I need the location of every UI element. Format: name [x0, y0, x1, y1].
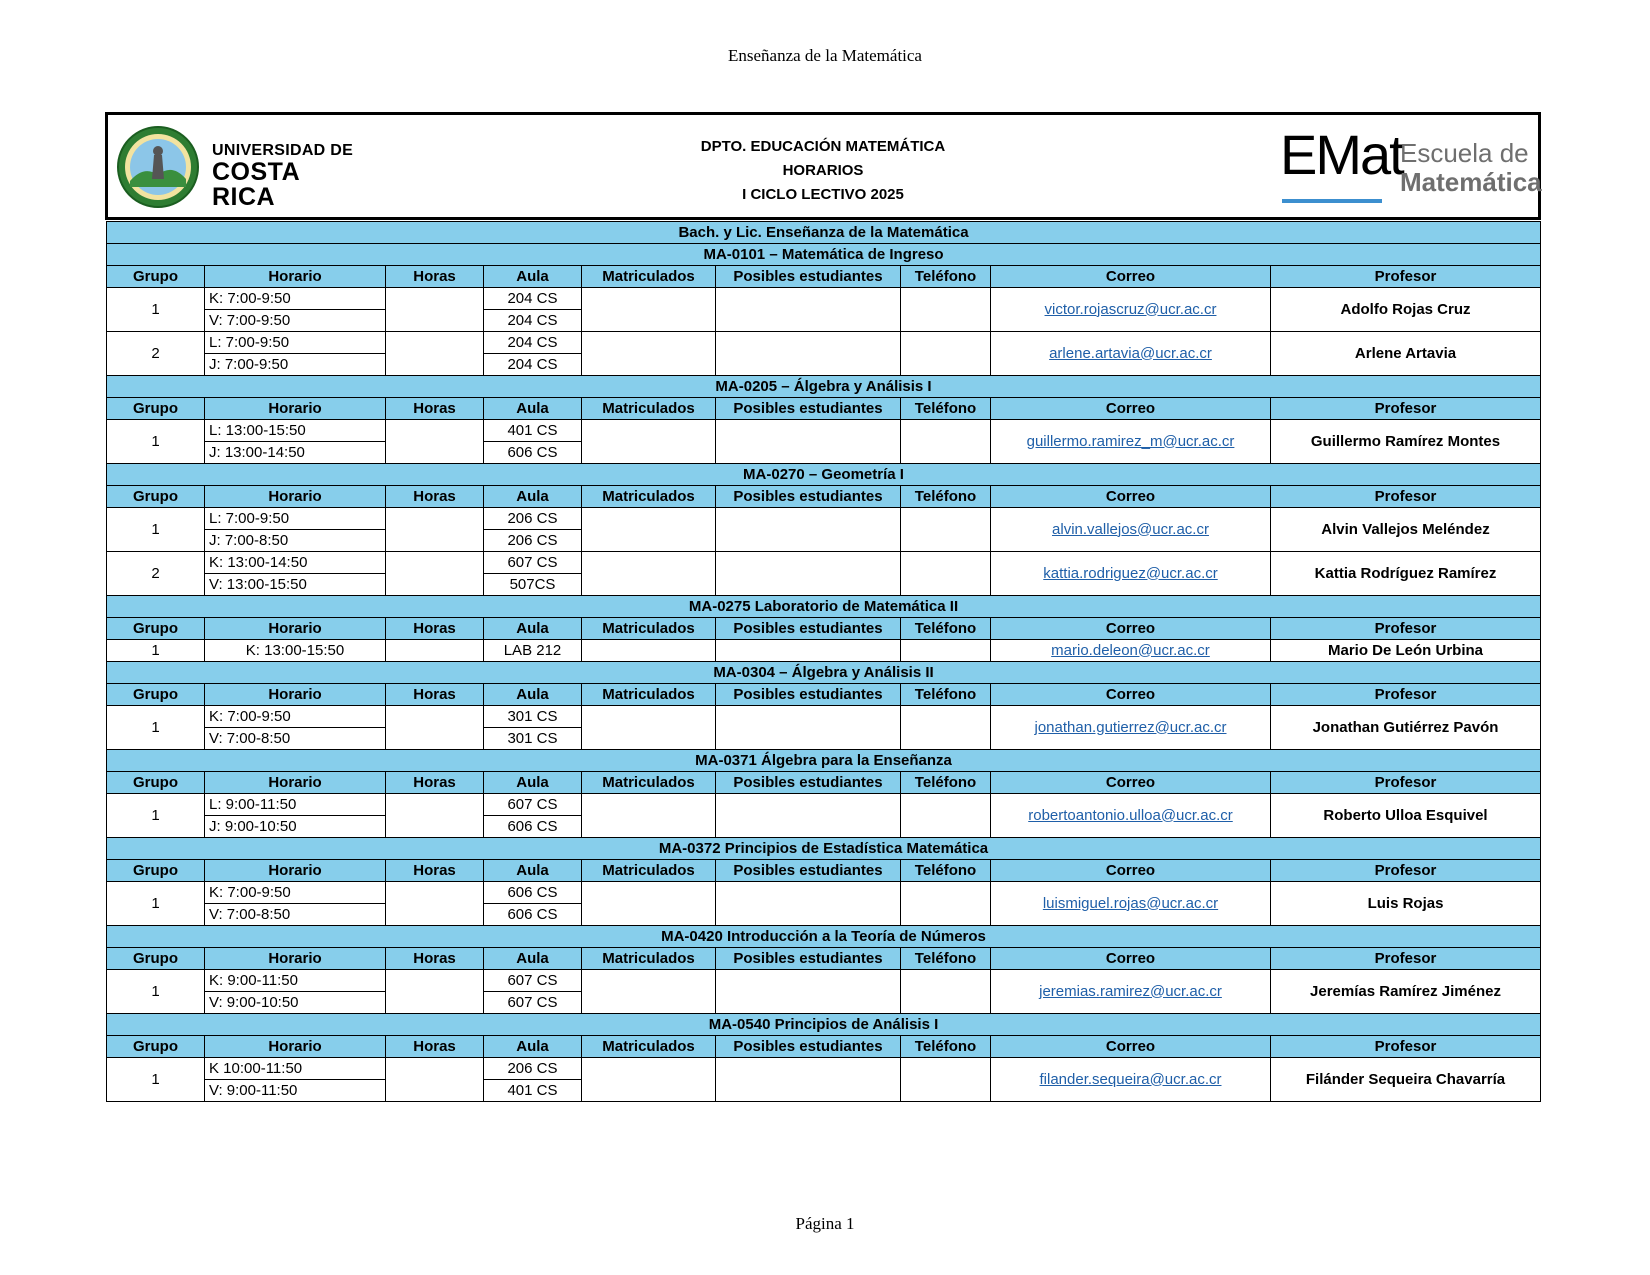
column-header: Horario [205, 398, 386, 420]
column-header-row [107, 860, 1541, 882]
column-header: Horario [205, 486, 386, 508]
classroom: 206 CS [484, 1058, 582, 1080]
possible-students-cell [716, 508, 901, 552]
column-header: Profesor [1271, 860, 1541, 882]
column-header: Aula [484, 684, 582, 706]
hours-cell [386, 1058, 484, 1102]
course-title-title: MA-0372 Principios de Estadística Matemática [107, 838, 1541, 860]
column-header: Horario [205, 618, 386, 640]
column-header-row [107, 1036, 1541, 1058]
page-number: Página 1 [795, 1214, 855, 1233]
phone-cell [901, 882, 991, 926]
column-header: Teléfono [901, 948, 991, 970]
group-row [107, 288, 1541, 310]
column-header: Profesor [1271, 486, 1541, 508]
professor-name: Luis Rojas [1271, 882, 1541, 926]
schedule-slot: J: 7:00-8:50 [205, 530, 386, 552]
classroom: 401 CS [484, 1080, 582, 1102]
possible-students-cell [716, 794, 901, 838]
column-header: Matriculados [582, 684, 716, 706]
enrolled-cell [582, 794, 716, 838]
classroom: 607 CS [484, 552, 582, 574]
hours-cell [386, 706, 484, 750]
column-header: Grupo [107, 398, 205, 420]
enrolled-cell [582, 552, 716, 596]
hours-cell [386, 552, 484, 596]
group-number: 1 [107, 882, 205, 926]
course-title-title: MA-0101 – Matemática de Ingreso [107, 244, 1541, 266]
professor-name: Roberto Ulloa Esquivel [1271, 794, 1541, 838]
column-header: Matriculados [582, 618, 716, 640]
phone-cell [901, 288, 991, 332]
course-title-title: MA-0205 – Álgebra y Análisis I [107, 376, 1541, 398]
course-title [107, 376, 1541, 398]
professor-name: Filánder Sequeira Chavarría [1271, 1058, 1541, 1102]
course-title-title: MA-0304 – Álgebra y Análisis II [107, 662, 1541, 684]
group-number: 1 [107, 288, 205, 332]
column-header: Horario [205, 860, 386, 882]
column-header: Posibles estudiantes [716, 772, 901, 794]
schedule-slot: K: 13:00-14:50 [205, 552, 386, 574]
column-header: Teléfono [901, 266, 991, 288]
email-link[interactable]: guillermo.ramirez_m@ucr.ac.cr [991, 420, 1271, 464]
column-header-row [107, 684, 1541, 706]
email-link[interactable]: filander.sequeira@ucr.ac.cr [991, 1058, 1271, 1102]
group-row [107, 332, 1541, 354]
schedule-slot: V: 7:00-9:50 [205, 310, 386, 332]
column-header: Teléfono [901, 618, 991, 640]
course-title [107, 926, 1541, 948]
column-header: Grupo [107, 948, 205, 970]
column-header: Posibles estudiantes [716, 948, 901, 970]
column-header: Correo [991, 618, 1271, 640]
phone-cell [901, 1058, 991, 1102]
enrolled-cell [582, 706, 716, 750]
hours-cell [386, 420, 484, 464]
schedule-title: HORARIOS [782, 162, 864, 179]
possible-students-cell [716, 1058, 901, 1102]
column-header: Posibles estudiantes [716, 486, 901, 508]
classroom: 204 CS [484, 332, 582, 354]
column-header: Profesor [1271, 618, 1541, 640]
professor-name: Mario De León Urbina [1271, 640, 1541, 662]
ucr-wordmark: UNIVERSIDAD DE COSTA RICA [212, 142, 354, 211]
enrolled-cell [582, 288, 716, 332]
schedule-slot: J: 13:00-14:50 [205, 442, 386, 464]
classroom: 607 CS [484, 794, 582, 816]
column-header: Correo [991, 684, 1271, 706]
classroom: 204 CS [484, 310, 582, 332]
possible-students-cell [716, 970, 901, 1014]
group-number: 1 [107, 1058, 205, 1102]
classroom: 206 CS [484, 508, 582, 530]
column-header-row [107, 266, 1541, 288]
possible-students-cell [716, 332, 901, 376]
column-header: Matriculados [582, 948, 716, 970]
professor-name: Jonathan Gutiérrez Pavón [1271, 706, 1541, 750]
column-header: Profesor [1271, 772, 1541, 794]
enrolled-cell [582, 1058, 716, 1102]
professor-name: Arlene Artavia [1271, 332, 1541, 376]
hours-cell [386, 332, 484, 376]
group-row [107, 706, 1541, 728]
enrolled-cell [582, 640, 716, 662]
column-header: Correo [991, 486, 1271, 508]
course-title-title: MA-0420 Introducción a la Teoría de Números [107, 926, 1541, 948]
column-header: Posibles estudiantes [716, 860, 901, 882]
group-row [107, 794, 1541, 816]
column-header: Profesor [1271, 266, 1541, 288]
column-header: Profesor [1271, 1036, 1541, 1058]
column-header: Matriculados [582, 772, 716, 794]
schedule-slot: K: 7:00-9:50 [205, 882, 386, 904]
program-title-title: Bach. y Lic. Enseñanza de la Matemática [107, 222, 1541, 244]
column-header: Matriculados [582, 860, 716, 882]
course-title [107, 464, 1541, 486]
possible-students-cell [716, 552, 901, 596]
column-header: Correo [991, 266, 1271, 288]
professor-name: Kattia Rodríguez Ramírez [1271, 552, 1541, 596]
phone-cell [901, 508, 991, 552]
schedule-slot: L: 7:00-9:50 [205, 508, 386, 530]
column-header: Teléfono [901, 772, 991, 794]
course-title-title: MA-0275 Laboratorio de Matemática II [107, 596, 1541, 618]
column-header-row [107, 618, 1541, 640]
schedule-slot: V: 7:00-8:50 [205, 728, 386, 750]
course-title-title: MA-0371 Álgebra para la Enseñanza [107, 750, 1541, 772]
column-header: Correo [991, 1036, 1271, 1058]
course-title [107, 750, 1541, 772]
column-header: Matriculados [582, 1036, 716, 1058]
classroom: 607 CS [484, 992, 582, 1014]
column-header: Horas [386, 684, 484, 706]
classroom: LAB 212 [484, 640, 582, 662]
column-header: Posibles estudiantes [716, 398, 901, 420]
schedule-slot: V: 7:00-8:50 [205, 904, 386, 926]
email-link[interactable]: alvin.vallejos@ucr.ac.cr [991, 508, 1271, 552]
course-title [107, 1014, 1541, 1036]
column-header: Grupo [107, 266, 205, 288]
column-header: Posibles estudiantes [716, 266, 901, 288]
column-header: Aula [484, 860, 582, 882]
phone-cell [901, 970, 991, 1014]
header-banner [105, 112, 1541, 220]
group-row [107, 640, 1541, 662]
classroom: 301 CS [484, 728, 582, 750]
column-header: Horario [205, 772, 386, 794]
classroom: 606 CS [484, 882, 582, 904]
email-link[interactable]: victor.rojascruz@ucr.ac.cr [991, 288, 1271, 332]
column-header: Grupo [107, 618, 205, 640]
column-header: Horas [386, 772, 484, 794]
course-title-title: MA-0270 – Geometría I [107, 464, 1541, 486]
possible-students-cell [716, 288, 901, 332]
phone-cell [901, 640, 991, 662]
group-number: 2 [107, 332, 205, 376]
possible-students-cell [716, 640, 901, 662]
classroom: 606 CS [484, 442, 582, 464]
group-number: 1 [107, 970, 205, 1014]
phone-cell [901, 552, 991, 596]
email-link[interactable]: jonathan.gutierrez@ucr.ac.cr [991, 706, 1271, 750]
column-header: Horas [386, 398, 484, 420]
email-link[interactable]: mario.deleon@ucr.ac.cr [991, 640, 1271, 662]
column-header: Posibles estudiantes [716, 684, 901, 706]
schedule-slot: J: 7:00-9:50 [205, 354, 386, 376]
classroom: 204 CS [484, 288, 582, 310]
schedule-slot: K: 7:00-9:50 [205, 288, 386, 310]
column-header: Aula [484, 486, 582, 508]
schedule-slot: V: 9:00-11:50 [205, 1080, 386, 1102]
schedule-slot: J: 9:00-10:50 [205, 816, 386, 838]
column-header: Matriculados [582, 266, 716, 288]
course-title-title: MA-0540 Principios de Análisis I [107, 1014, 1541, 1036]
program-title [107, 222, 1541, 244]
column-header: Horas [386, 860, 484, 882]
column-header: Grupo [107, 772, 205, 794]
column-header: Horario [205, 684, 386, 706]
column-header: Horario [205, 948, 386, 970]
phone-cell [901, 794, 991, 838]
email-link[interactable]: robertoantonio.ulloa@ucr.ac.cr [991, 794, 1271, 838]
possible-students-cell [716, 706, 901, 750]
phone-cell [901, 706, 991, 750]
hours-cell [386, 288, 484, 332]
column-header-row [107, 948, 1541, 970]
column-header: Teléfono [901, 486, 991, 508]
schedule-slot: L: 7:00-9:50 [205, 332, 386, 354]
column-header: Correo [991, 860, 1271, 882]
course-title [107, 662, 1541, 684]
column-header: Teléfono [901, 684, 991, 706]
column-header-row [107, 398, 1541, 420]
hours-cell [386, 794, 484, 838]
classroom: 507CS [484, 574, 582, 596]
schedule-slot: L: 13:00-15:50 [205, 420, 386, 442]
column-header-row [107, 486, 1541, 508]
phone-cell [901, 420, 991, 464]
group-number: 2 [107, 552, 205, 596]
classroom: 607 CS [484, 970, 582, 992]
column-header: Horario [205, 266, 386, 288]
column-header: Grupo [107, 1036, 205, 1058]
column-header: Horas [386, 266, 484, 288]
schedule-slot: K 10:00-11:50 [205, 1058, 386, 1080]
running-header: Enseñanza de la Matemática [728, 46, 922, 65]
column-header: Correo [991, 772, 1271, 794]
phone-cell [901, 332, 991, 376]
schedule-slot: L: 9:00-11:50 [205, 794, 386, 816]
column-header: Profesor [1271, 398, 1541, 420]
classroom: 606 CS [484, 816, 582, 838]
column-header: Horario [205, 1036, 386, 1058]
email-link[interactable]: luismiguel.rojas@ucr.ac.cr [991, 882, 1271, 926]
enrolled-cell [582, 420, 716, 464]
column-header: Correo [991, 398, 1271, 420]
column-header: Matriculados [582, 486, 716, 508]
column-header: Horas [386, 486, 484, 508]
course-title [107, 244, 1541, 266]
schedule-table [106, 221, 1541, 1102]
column-header: Aula [484, 266, 582, 288]
column-header: Aula [484, 398, 582, 420]
column-header: Profesor [1271, 684, 1541, 706]
professor-name: Alvin Vallejos Meléndez [1271, 508, 1541, 552]
group-number: 1 [107, 640, 205, 662]
column-header: Horas [386, 618, 484, 640]
group-row [107, 420, 1541, 442]
group-number: 1 [107, 508, 205, 552]
classroom: 301 CS [484, 706, 582, 728]
enrolled-cell [582, 508, 716, 552]
column-header: Teléfono [901, 398, 991, 420]
group-row [107, 552, 1541, 574]
column-header: Horas [386, 948, 484, 970]
schedule-slot: V: 13:00-15:50 [205, 574, 386, 596]
column-header: Aula [484, 772, 582, 794]
group-row [107, 970, 1541, 992]
column-header: Grupo [107, 860, 205, 882]
email-link[interactable]: jeremias.ramirez@ucr.ac.cr [991, 970, 1271, 1014]
column-header: Aula [484, 618, 582, 640]
column-header: Matriculados [582, 398, 716, 420]
column-header: Correo [991, 948, 1271, 970]
column-header: Posibles estudiantes [716, 618, 901, 640]
column-header: Aula [484, 948, 582, 970]
possible-students-cell [716, 420, 901, 464]
hours-cell [386, 640, 484, 662]
email-link[interactable]: arlene.artavia@ucr.ac.cr [991, 332, 1271, 376]
group-row [107, 508, 1541, 530]
schedule-slot: K: 13:00-15:50 [205, 640, 386, 662]
group-number: 1 [107, 706, 205, 750]
column-header: Horas [386, 1036, 484, 1058]
classroom: 401 CS [484, 420, 582, 442]
group-row [107, 1058, 1541, 1080]
professor-name: Adolfo Rojas Cruz [1271, 288, 1541, 332]
classroom: 606 CS [484, 904, 582, 926]
department-title: DPTO. EDUCACIÓN MATEMÁTICA [700, 138, 946, 155]
group-number: 1 [107, 794, 205, 838]
course-title [107, 838, 1541, 860]
hours-cell [386, 882, 484, 926]
column-header: Teléfono [901, 860, 991, 882]
enrolled-cell [582, 332, 716, 376]
column-header-row [107, 772, 1541, 794]
group-row [107, 882, 1541, 904]
classroom: 206 CS [484, 530, 582, 552]
schedule-slot: K: 9:00-11:50 [205, 970, 386, 992]
column-header: Grupo [107, 486, 205, 508]
enrolled-cell [582, 882, 716, 926]
professor-name: Guillermo Ramírez Montes [1271, 420, 1541, 464]
professor-name: Jeremías Ramírez Jiménez [1271, 970, 1541, 1014]
column-header: Teléfono [901, 1036, 991, 1058]
schedule-slot: V: 9:00-10:50 [205, 992, 386, 1014]
group-number: 1 [107, 420, 205, 464]
hours-cell [386, 508, 484, 552]
schedule-slot: K: 7:00-9:50 [205, 706, 386, 728]
column-header: Aula [484, 1036, 582, 1058]
course-title [107, 596, 1541, 618]
column-header: Profesor [1271, 948, 1541, 970]
possible-students-cell [716, 882, 901, 926]
column-header: Posibles estudiantes [716, 1036, 901, 1058]
enrolled-cell [582, 970, 716, 1014]
email-link[interactable]: kattia.rodriguez@ucr.ac.cr [991, 552, 1271, 596]
emat-logo: EMat Escuela de Matemática [1280, 123, 1530, 209]
term-title: I CICLO LECTIVO 2025 [742, 186, 904, 203]
hours-cell [386, 970, 484, 1014]
column-header: Grupo [107, 684, 205, 706]
classroom: 204 CS [484, 354, 582, 376]
